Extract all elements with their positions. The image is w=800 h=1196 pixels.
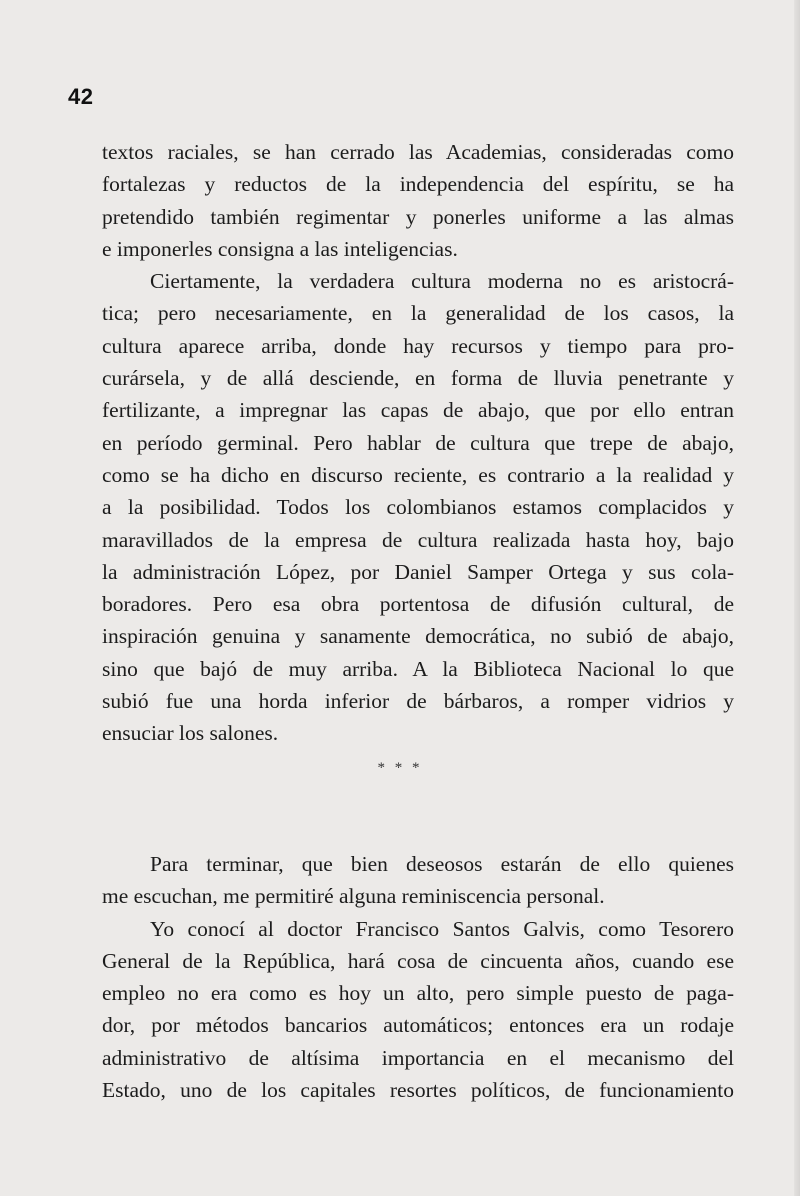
page-edge-shadow: [794, 0, 800, 1196]
text-line: pretendido también regimentar y ponerles uniforme a las almas: [102, 204, 734, 229]
text-line: ensuciar los salones.: [102, 721, 279, 746]
text-line: empleo no era como es hoy un alto, pero simple puesto de paga-: [102, 981, 734, 1006]
text-line: dor, por métodos bancarios automáticos; entonces era un rodaje: [102, 1013, 734, 1038]
text-line: como se ha dicho en discurso reciente, es contrario a la realidad y: [102, 462, 734, 487]
text-line: inspiración genuina y sanamente democrática, no subió de abajo,: [102, 624, 734, 649]
text-line: a la posibilidad. Todos los colombianos estamos complacidos y: [102, 495, 734, 520]
text-line: Yo conocí al doctor Francisco Santos Galvis, como Tesorero: [150, 916, 734, 941]
text-block-upper: [102, 136, 734, 750]
text-line: fortalezas y reductos de la independencia del espíritu, se ha: [102, 172, 734, 197]
text-line: subió fue una horda inferior de bárbaros, a romper vidrios y: [102, 689, 734, 714]
text-line: cultura aparece arriba, donde hay recursos y tiempo para pro-: [102, 333, 734, 358]
text-line: curársela, y de allá desciende, en forma de lluvia penetrante y: [102, 366, 734, 391]
text-line: General de la República, hará cosa de cincuenta años, cuando ese: [102, 948, 734, 973]
text-line: sino que bajó de muy arriba. A la Biblioteca Nacional lo que: [102, 656, 734, 681]
text-line: la administración López, por Daniel Samper Ortega y sus cola-: [102, 559, 734, 584]
text-line: administrativo de altísima importancia en el mecanismo del: [102, 1045, 734, 1070]
text-line: me escuchan, me permitiré alguna reminiscencia personal.: [102, 884, 605, 909]
text-line: Ciertamente, la verdadera cultura moderna no es aristocrá-: [150, 269, 734, 294]
text-line: Para terminar, que bien deseosos estarán de ello quienes: [150, 852, 734, 876]
text-line: maravillados de la empresa de cultura realizada hasta hoy, bajo: [102, 527, 734, 552]
text-line: fertilizante, a impregnar las capas de abajo, que por ello entran: [102, 398, 734, 423]
text-line: boradores. Pero esa obra portentosa de difusión cultural, de: [102, 592, 734, 617]
text-block-lower: [102, 848, 734, 1106]
text-line: en período germinal. Pero hablar de cultura que trepe de abajo,: [102, 430, 734, 455]
text-line: Estado, uno de los capitales resortes políticos, de funcionamiento: [102, 1078, 734, 1103]
text-line: textos raciales, se han cerrado las Academias, consideradas como: [102, 140, 734, 164]
text-line: tica; pero necesariamente, en la generalidad de los casos, la: [102, 301, 734, 326]
section-separator: * * *: [377, 760, 423, 776]
page-number: 42: [68, 84, 94, 109]
text-line: e imponerles consigna a las inteligencias.: [102, 236, 458, 261]
